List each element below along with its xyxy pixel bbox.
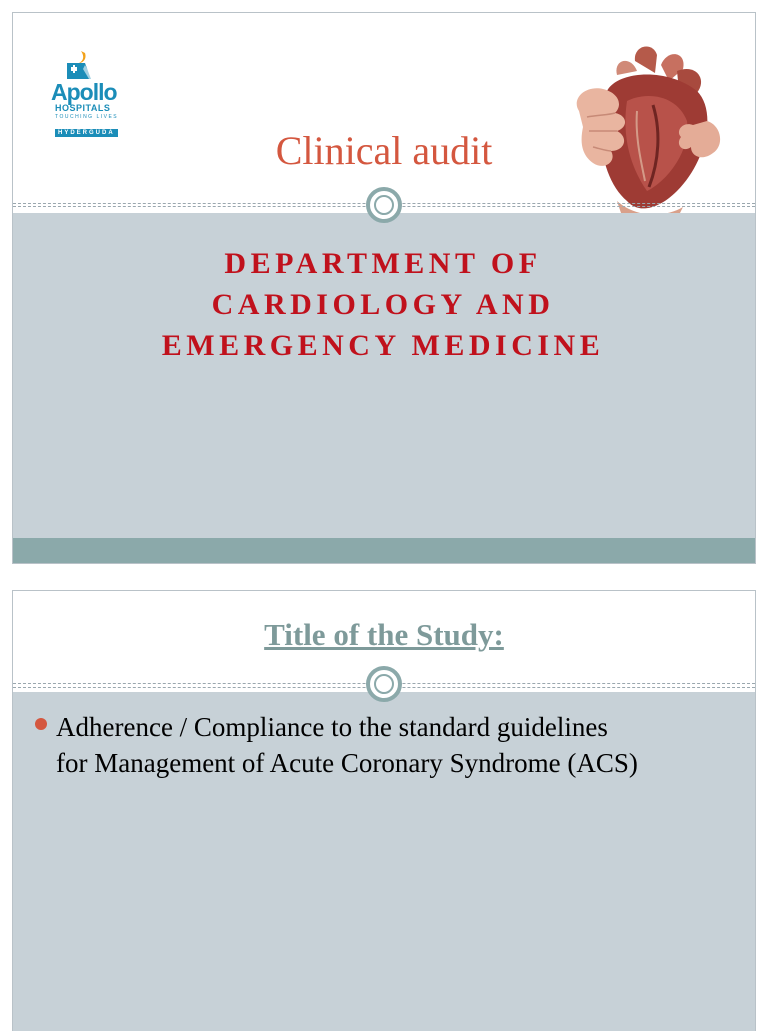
logo-branch: HYDERGUDA: [55, 129, 118, 137]
ring-ornament-icon: [366, 187, 402, 223]
department-line: DEPARTMENT OF: [224, 247, 542, 280]
slide-title: Clinical audit: [275, 128, 493, 173]
logo-brand-name: Apollo: [51, 79, 117, 105]
study-title-slide: [12, 590, 756, 1031]
apollo-hospitals-logo: [51, 49, 121, 137]
bullet-line: for Management of Acute Coronary Syndrome (ACS): [56, 748, 638, 778]
bullet-text: [56, 709, 743, 781]
title-slide: [12, 12, 756, 564]
department-heading: [53, 243, 713, 366]
logo-subtitle: HOSPITALS: [55, 103, 111, 113]
department-line: CARDIOLOGY AND: [211, 288, 555, 321]
logo-tagline: TOUCHING LIVES: [55, 114, 119, 120]
bullet-line: Adherence / Compliance to the standard guidelines: [56, 712, 608, 742]
slide-title: Title of the Study:: [264, 617, 504, 652]
department-line: EMERGENCY MEDICINE: [161, 329, 605, 362]
footer-band: [13, 538, 755, 563]
bullet-item: [33, 709, 743, 781]
ring-ornament-icon: [366, 666, 402, 702]
bullet-dot-icon: [35, 718, 47, 730]
